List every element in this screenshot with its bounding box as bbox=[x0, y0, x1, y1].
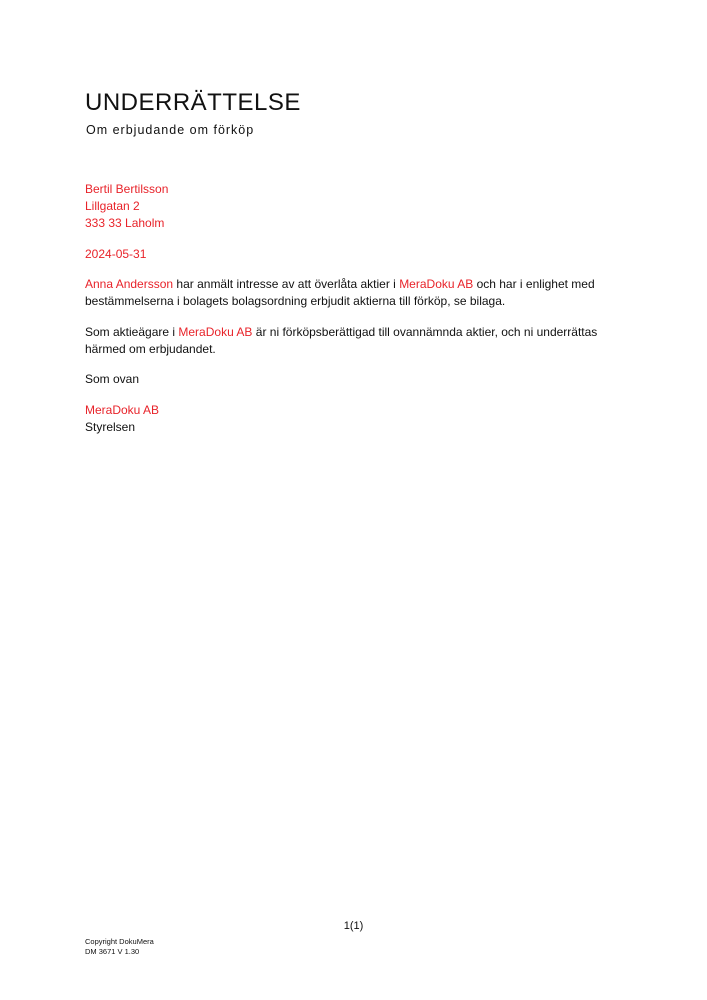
signature-block bbox=[85, 402, 625, 436]
recipient-postal: 333 33 Laholm bbox=[85, 216, 165, 230]
signature-role: Styrelsen bbox=[85, 420, 136, 434]
recipient-street: Lillgatan 2 bbox=[85, 199, 140, 213]
document-title: UNDERRÄTTELSE bbox=[85, 89, 301, 116]
page-number: 1(1) bbox=[343, 920, 364, 932]
recipient-name: Bertil Bertilsson bbox=[85, 182, 169, 196]
paragraph-offer-text-b: och har i enlighet med bestämmelserna i bolagets bolagsordning erbjudit aktierna till förköp, se bilaga. bbox=[85, 277, 595, 308]
letter-date: 2024-05-31 bbox=[85, 247, 147, 261]
paragraph-notice bbox=[85, 324, 625, 358]
paragraph-notice-text-a: Som aktieägare i bbox=[85, 325, 179, 339]
footer-version: DM 3671 V 1.30 bbox=[85, 947, 140, 956]
paragraph-offer bbox=[85, 276, 625, 310]
document-footer bbox=[85, 937, 154, 957]
paragraph-closing: Som ovan bbox=[85, 372, 140, 386]
seller-name: Anna Andersson bbox=[85, 277, 174, 291]
recipient-address bbox=[85, 181, 625, 232]
document-subtitle: Om erbjudande om förköp bbox=[86, 123, 255, 137]
paragraph-offer-text-a: har anmält intresse av att överlåta aktier i bbox=[173, 277, 400, 291]
company-name: MeraDoku AB bbox=[178, 325, 253, 339]
company-name: MeraDoku AB bbox=[399, 277, 474, 291]
paragraph-notice-text-b: är ni förköpsberättigad till ovannämnda aktier, och ni underrättas härmed om erbjudandet. bbox=[85, 325, 598, 356]
footer-copyright: Copyright DokuMera bbox=[85, 937, 154, 946]
signature-company: MeraDoku AB bbox=[85, 403, 160, 417]
